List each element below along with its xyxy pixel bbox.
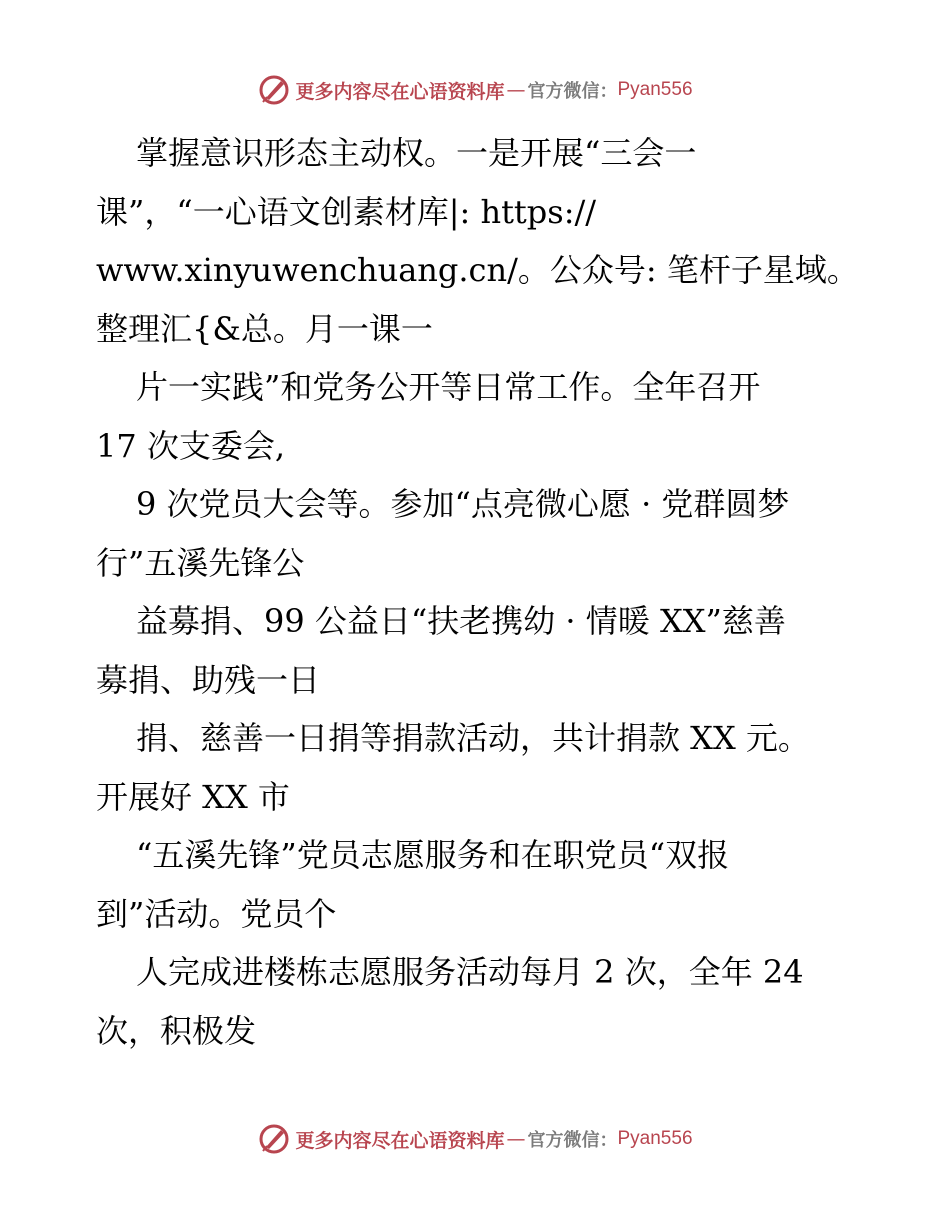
quill-pen-logo-icon <box>257 73 291 107</box>
text-line: 次，积极发 <box>96 1011 257 1050</box>
text-line: 课”，“一心语文创素材库|: https:// <box>96 192 597 231</box>
text-line: 9 次党员大会等。参加“点亮微心愿 · 党群圆梦 <box>136 485 790 523</box>
text-line: 募捐、助残一日 <box>96 660 321 699</box>
text-line: “五溪先锋”党员志愿服务和在职党员“双报 <box>136 836 730 874</box>
banner-site-text: 更多内容尽在心语资料库 <box>295 80 505 103</box>
footer-banner <box>0 1119 950 1159</box>
text-line: www.xinyuwenchuang.cn/。公众号: 笔杆子星域。 <box>96 251 859 289</box>
document-body <box>96 124 896 1060</box>
header-banner <box>0 70 950 110</box>
banner-dash: — <box>506 79 526 101</box>
text-line: 行”五溪先锋公 <box>96 543 305 582</box>
text-line: 到”活动。党员个 <box>96 894 337 933</box>
text-line: 开展好 XX 市 <box>96 777 290 816</box>
text-line: 益募捐、99 公益日“扶老携幼 · 情暖 XX”慈善 <box>136 602 786 640</box>
banner-wechat-label: 官方微信： <box>527 81 618 102</box>
banner-wechat-id: Pyan556 <box>617 79 693 100</box>
text-line: 捐、慈善一日捐等捐款活动，共计捐款 XX 元。 <box>136 719 810 757</box>
banner-wechat-id: Pyan556 <box>617 1128 693 1149</box>
banner-dash: — <box>506 1128 526 1150</box>
banner-wechat-label: 官方微信： <box>527 1130 618 1151</box>
text-line: 掌握意识形态主动权。一是开展“三会一 <box>136 134 697 172</box>
text-line: 整理汇{&总。月一课一 <box>96 309 433 348</box>
text-line: 片一实践”和党务公开等日常工作。全年召开 <box>136 368 761 406</box>
banner-site-text: 更多内容尽在心语资料库 <box>295 1129 505 1152</box>
quill-pen-logo-icon <box>257 1122 291 1156</box>
text-line: 17 次支委会, <box>96 426 286 465</box>
text-line: 人完成进楼栋志愿服务活动每月 2 次，全年 24 <box>136 953 804 991</box>
